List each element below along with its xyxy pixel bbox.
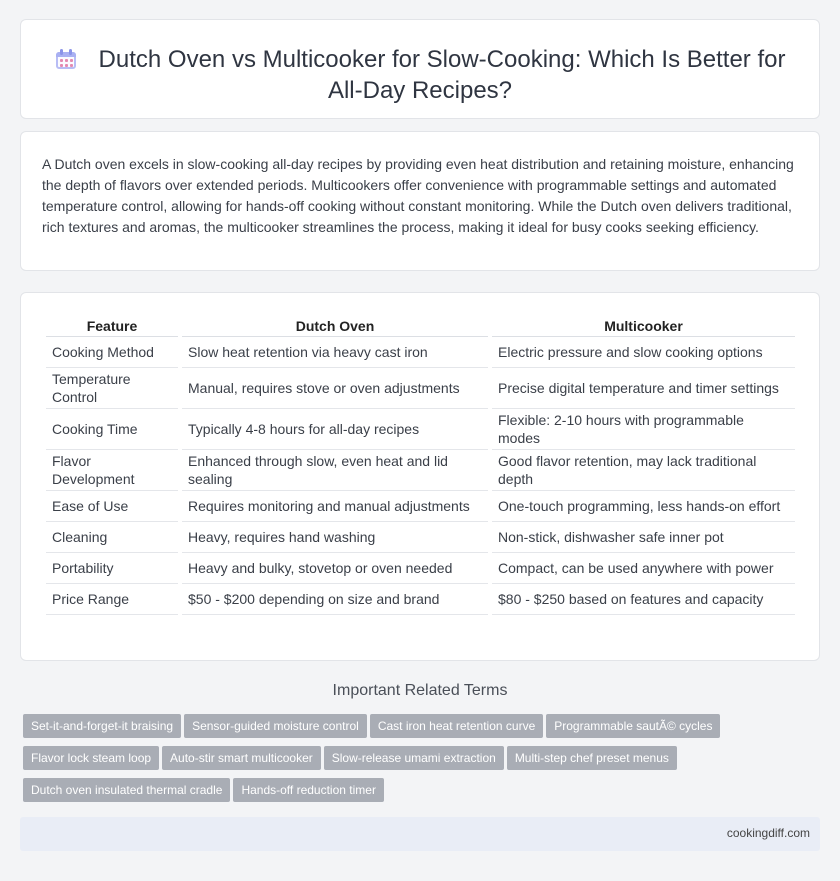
page-title: Dutch Oven vs Multicooker for Slow-Cooking: Which Is Better for All-Day Recipes? xyxy=(98,46,786,104)
multicooker-cell: Compact, can be used anywhere with power xyxy=(492,553,795,584)
dutch-oven-cell: Heavy and bulky, stovetop or oven needed xyxy=(182,553,488,584)
multicooker-cell: Flexible: 2-10 hours with programmable modes xyxy=(492,409,795,450)
dutch-oven-cell: Manual, requires stove or oven adjustments xyxy=(182,368,488,409)
multicooker-cell: Electric pressure and slow cooking options xyxy=(492,337,795,368)
term-tag[interactable]: Auto-stir smart multicooker xyxy=(162,746,321,770)
header-dutch-oven: Dutch Oven xyxy=(182,315,488,337)
feature-cell: Temperature Control xyxy=(46,368,178,409)
table-row xyxy=(46,491,795,522)
term-tag[interactable]: Cast iron heat retention curve xyxy=(370,714,543,738)
term-tag[interactable]: Flavor lock steam loop xyxy=(23,746,159,770)
related-terms-list xyxy=(23,714,813,810)
feature-cell: Ease of Use xyxy=(46,491,178,522)
table-row xyxy=(46,368,795,409)
term-tag[interactable]: Set-it-and-forget-it braising xyxy=(23,714,181,738)
term-tag[interactable]: Sensor-guided moisture control xyxy=(184,714,367,738)
dutch-oven-cell: Enhanced through slow, even heat and lid sealing xyxy=(182,450,488,491)
feature-cell: Cooking Time xyxy=(46,409,178,450)
dutch-oven-cell: Typically 4-8 hours for all-day recipes xyxy=(182,409,488,450)
multicooker-cell: Good flavor retention, may lack traditional depth xyxy=(492,450,795,491)
footer-site[interactable]: cookingdiff.com xyxy=(726,826,810,840)
table-row xyxy=(46,337,795,368)
calendar-icon xyxy=(55,48,77,70)
term-tag[interactable]: Slow-release umami extraction xyxy=(324,746,504,770)
feature-cell: Cooking Method xyxy=(46,337,178,368)
page-title-block xyxy=(21,44,819,106)
table-row xyxy=(46,584,795,615)
feature-cell: Price Range xyxy=(46,584,178,615)
feature-cell: Cleaning xyxy=(46,522,178,553)
comparison-table xyxy=(42,315,799,615)
multicooker-cell: One-touch programming, less hands-on effort xyxy=(492,491,795,522)
term-tag[interactable]: Dutch oven insulated thermal cradle xyxy=(23,778,230,802)
feature-cell: Flavor Development xyxy=(46,450,178,491)
table-row xyxy=(46,450,795,491)
dutch-oven-cell: $50 - $200 depending on size and brand xyxy=(182,584,488,615)
term-tag[interactable]: Hands-off reduction timer xyxy=(233,778,384,802)
multicooker-cell: Precise digital temperature and timer settings xyxy=(492,368,795,409)
term-tag[interactable]: Multi-step chef preset menus xyxy=(507,746,677,770)
intro-card xyxy=(20,131,820,271)
intro-paragraph: A Dutch oven excels in slow-cooking all-day recipes by providing even heat distribution and retaining moisture, enhancing the depth of flavors over extended periods. Multicookers offer convenience with programmable settings and automated temperature control, allowing for hands-off cooking without constant monitoring. While the Dutch oven delivers traditional, rich textures and aromas, the multicooker streamlines the process, making it ideal for busy cooks seeking efficiency. xyxy=(42,156,794,235)
dutch-oven-cell: Slow heat retention via heavy cast iron xyxy=(182,337,488,368)
multicooker-cell: Non-stick, dishwasher safe inner pot xyxy=(492,522,795,553)
footer xyxy=(20,817,820,851)
comparison-card xyxy=(20,292,820,661)
term-tag[interactable]: Programmable sautÃ© cycles xyxy=(546,714,720,738)
related-terms-title: Important Related Terms xyxy=(332,682,508,699)
dutch-oven-cell: Heavy, requires hand washing xyxy=(182,522,488,553)
table-row xyxy=(46,409,795,450)
multicooker-cell: $80 - $250 based on features and capacity xyxy=(492,584,795,615)
header-multicooker: Multicooker xyxy=(492,315,795,337)
dutch-oven-cell: Requires monitoring and manual adjustments xyxy=(182,491,488,522)
feature-cell: Portability xyxy=(46,553,178,584)
table-row xyxy=(46,522,795,553)
table-header-row xyxy=(46,315,795,337)
title-card xyxy=(20,19,820,119)
table-row xyxy=(46,553,795,584)
header-feature: Feature xyxy=(46,315,178,337)
